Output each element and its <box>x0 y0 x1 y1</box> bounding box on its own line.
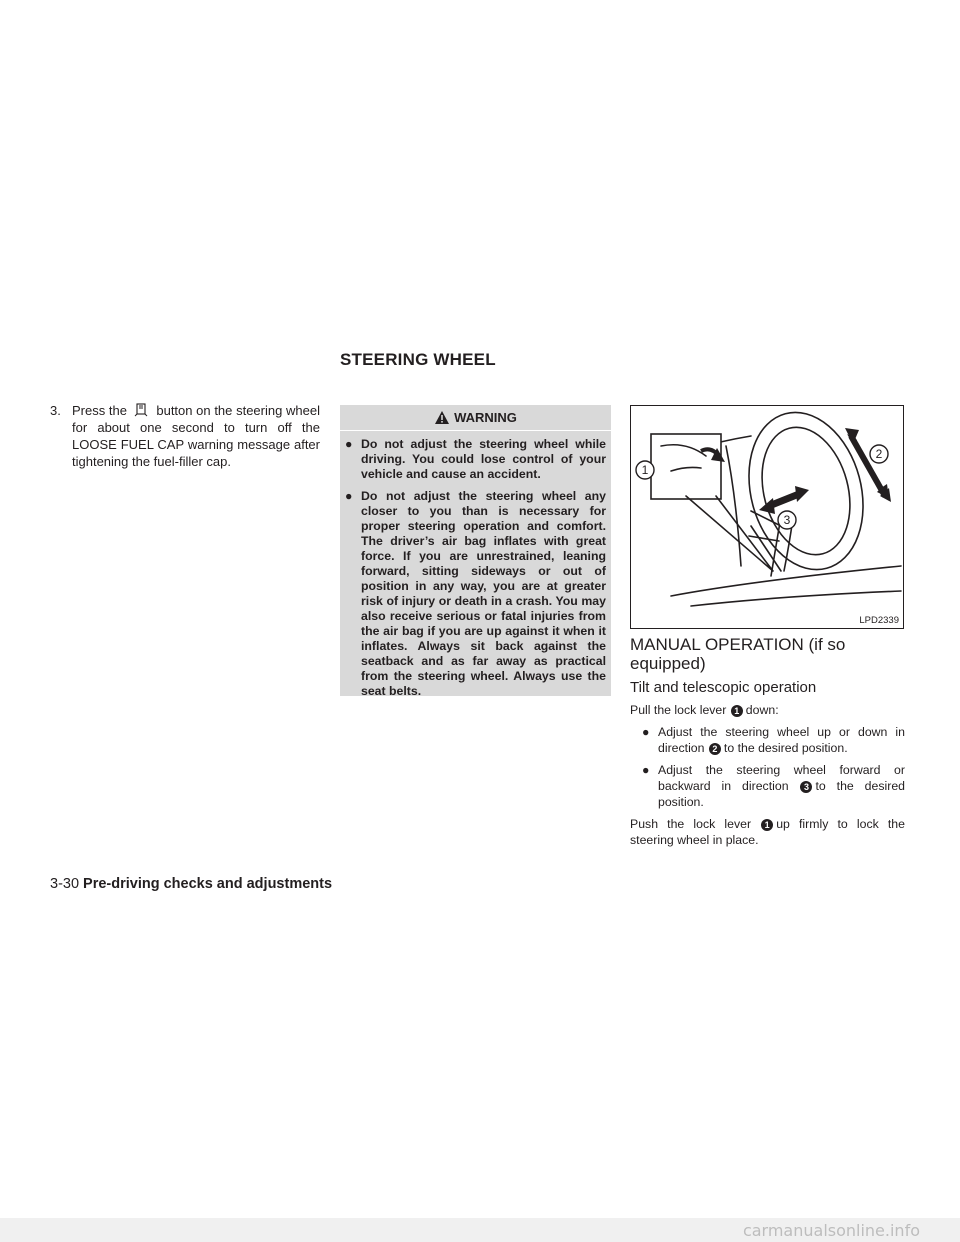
figure-code: LPD2339 <box>859 615 899 626</box>
warning-item-text: Do not adjust the steering wheel any closer to you than is necessary for proper steering operation and comfort. The driver’s air bag inflates with great force. If you are unrestrained, leaning forward, sitting sideways or out of position in any way, you are at greater risk of injury or death in a crash. You may also receive serious or fatal injuries from the air bag if you are up against it when it inflates. Always sit back against the seatback and as far away as practical from the steering wheel. Always use the seat belts. <box>361 489 606 698</box>
step-3 <box>50 402 320 470</box>
callout-marker: 3 <box>800 781 812 793</box>
step-text: Press the button on the steering wheel for about one second to turn off the LOOSE FUEL CAP warning message after tightening the fuel-filler cap. <box>72 403 320 469</box>
warning-header <box>340 405 611 431</box>
bullet: ● <box>345 489 353 503</box>
warning-item <box>340 437 611 482</box>
watermark-bar <box>0 1218 960 1242</box>
callout-1: 1 <box>641 463 649 477</box>
warning-triangle-icon <box>434 410 450 425</box>
steering-wheel-illustration <box>631 406 903 628</box>
callout-marker: 1 <box>731 705 743 717</box>
page-number: 3-30 <box>50 876 80 892</box>
callout-3: 3 <box>783 513 791 527</box>
list-item: ● Adjust the steering wheel up or down in direction 2 to the desired position. <box>642 725 905 755</box>
watermark-text: carmanualsonline.info <box>742 1221 920 1240</box>
warning-title: WARNING <box>454 410 517 425</box>
pull-instruction: Pull the lock lever 1 down: <box>630 703 779 717</box>
section-title: STEERING WHEEL <box>340 350 496 369</box>
tilt-telescopic-heading: Tilt and telescopic operation <box>630 679 817 696</box>
step-number: 3. <box>50 403 61 418</box>
bullet: ● <box>642 763 650 777</box>
footer-section: Pre-driving checks and adjustments <box>83 876 333 892</box>
bullet: ● <box>642 725 650 739</box>
callout-2: 2 <box>875 447 883 461</box>
tilt-instructions <box>630 702 905 848</box>
push-instruction: Push the lock lever 1 up firmly to lock the steering wheel in place. <box>630 817 905 847</box>
steering-wheel-figure <box>630 405 904 629</box>
callout-marker: 1 <box>761 819 773 831</box>
warning-item <box>340 489 611 699</box>
manual-operation-heading: MANUAL OPERATION (if so equipped) <box>630 635 846 673</box>
bullet: ● <box>345 437 353 451</box>
page-footer <box>50 876 332 892</box>
warning-item-text: Do not adjust the steering wheel while driving. You could lose control of your vehicle and cause an accident. <box>361 437 606 481</box>
car-info-display-button-icon <box>131 403 153 417</box>
list-item: ● Adjust the steering wheel forward or backward in direction 3 to the desired position. <box>642 763 906 809</box>
warning-box <box>340 405 611 696</box>
callout-marker: 2 <box>709 743 721 755</box>
warning-list <box>340 437 611 706</box>
